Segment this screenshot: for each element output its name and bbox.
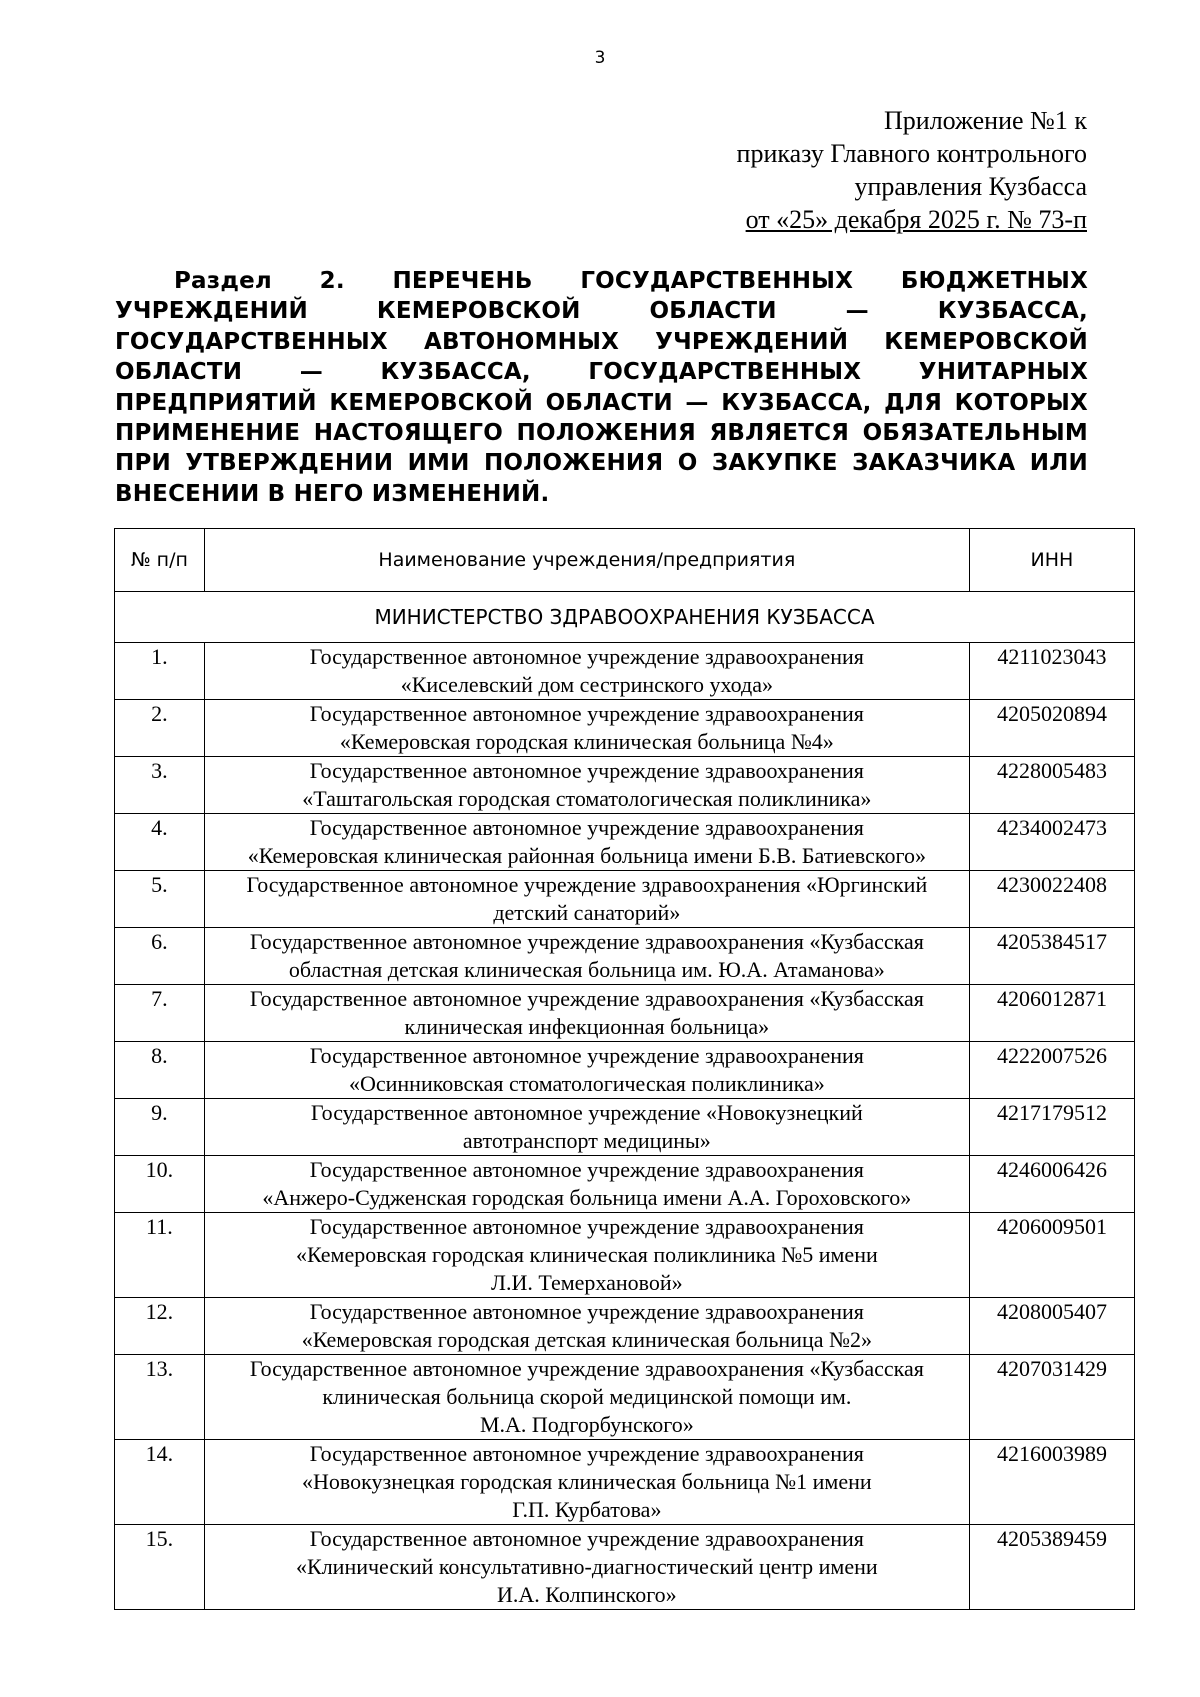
institution-name-line: клиническая инфекционная больница» bbox=[404, 1014, 770, 1039]
institution-inn: 4206012871 bbox=[969, 985, 1134, 1042]
appendix-line-1: Приложение №1 к bbox=[884, 106, 1087, 135]
table-row bbox=[115, 814, 1135, 871]
institution-name bbox=[204, 1099, 969, 1156]
institution-name bbox=[204, 1440, 969, 1525]
institution-name-line: «Кемеровская городская клиническая поликлиника №5 имени bbox=[295, 1242, 878, 1267]
institution-inn: 4205384517 bbox=[969, 928, 1134, 985]
institution-name-line: Государственное автономное учреждение здравоохранения «Кузбасская bbox=[249, 986, 924, 1011]
institution-inn: 4246006426 bbox=[969, 1156, 1134, 1213]
institution-inn: 4207031429 bbox=[969, 1355, 1134, 1440]
institution-name bbox=[204, 814, 969, 871]
institution-name-line: Государственное автономное учреждение здравоохранения bbox=[309, 1214, 864, 1239]
ministry-row bbox=[115, 592, 1135, 643]
institution-name bbox=[204, 700, 969, 757]
appendix-line-2: приказу Главного контрольного bbox=[736, 139, 1087, 168]
table-row bbox=[115, 1099, 1135, 1156]
institution-name-line: «Осинниковская стоматологическая поликлиника» bbox=[348, 1071, 825, 1096]
table-row bbox=[115, 1213, 1135, 1298]
institution-name-line: Государственное автономное учреждение здравоохранения bbox=[309, 1043, 864, 1068]
page-number: 3 bbox=[594, 48, 606, 68]
institution-inn: 4234002473 bbox=[969, 814, 1134, 871]
institution-name-line: «Кемеровская городская клиническая больница №4» bbox=[339, 729, 834, 754]
table-row bbox=[115, 1298, 1135, 1355]
institution-inn: 4216003989 bbox=[969, 1440, 1134, 1525]
institution-name-line: «Кемеровская городская детская клиническая больница №2» bbox=[301, 1327, 872, 1352]
institution-inn: 4211023043 bbox=[969, 643, 1134, 700]
header-inn: ИНН bbox=[969, 529, 1134, 592]
table-row bbox=[115, 1355, 1135, 1440]
institution-name-line: Государственное автономное учреждение здравоохранения bbox=[309, 701, 864, 726]
institution-name-line: Г.П. Курбатова» bbox=[512, 1497, 662, 1522]
institution-name-line: Л.И. Темерхановой» bbox=[491, 1270, 683, 1295]
institution-name-line: детский санаторий» bbox=[493, 900, 681, 925]
appendix-line-3: управления Кузбасса bbox=[854, 172, 1087, 201]
institution-name-line: «Клинический консультативно-диагностический центр имени bbox=[296, 1554, 878, 1579]
institution-name-line: «Киселевский дом сестринского ухода» bbox=[400, 672, 773, 697]
institution-inn: 4228005483 bbox=[969, 757, 1134, 814]
table-row bbox=[115, 985, 1135, 1042]
row-number: 4. bbox=[115, 814, 205, 871]
institution-name-line: автотранспорт медицины» bbox=[462, 1128, 711, 1153]
institution-inn: 4230022408 bbox=[969, 871, 1134, 928]
institution-name bbox=[204, 985, 969, 1042]
institution-name bbox=[204, 1042, 969, 1099]
institution-name-line: Государственное автономное учреждение здравоохранения bbox=[309, 1299, 864, 1324]
table-row bbox=[115, 643, 1135, 700]
row-number: 8. bbox=[115, 1042, 205, 1099]
institution-name-line: Государственное автономное учреждение здравоохранения bbox=[309, 758, 864, 783]
table-row bbox=[115, 757, 1135, 814]
institution-name-line: И.А. Колпинского» bbox=[497, 1582, 677, 1607]
institution-name-line: Государственное автономное учреждение здравоохранения bbox=[309, 815, 864, 840]
institution-name bbox=[204, 1355, 969, 1440]
table-row bbox=[115, 1440, 1135, 1525]
table-row bbox=[115, 1156, 1135, 1213]
row-number: 15. bbox=[115, 1525, 205, 1610]
institution-name bbox=[204, 871, 969, 928]
header-name: Наименование учреждения/предприятия bbox=[204, 529, 969, 592]
row-number: 12. bbox=[115, 1298, 205, 1355]
row-number: 2. bbox=[115, 700, 205, 757]
table-header-row bbox=[115, 529, 1135, 592]
appendix-order-date: от «25» декабря 2025 г. № 73-п bbox=[745, 205, 1087, 234]
row-number: 1. bbox=[115, 643, 205, 700]
institution-name-line: Государственное автономное учреждение здравоохранения «Кузбасская bbox=[249, 1356, 924, 1381]
institution-name bbox=[204, 757, 969, 814]
institution-inn: 4208005407 bbox=[969, 1298, 1134, 1355]
institution-inn: 4205389459 bbox=[969, 1525, 1134, 1610]
institution-name-line: Государственное автономное учреждение здравоохранения bbox=[309, 1157, 864, 1182]
row-number: 14. bbox=[115, 1440, 205, 1525]
institution-name-line: Государственное автономное учреждение здравоохранения «Кузбасская bbox=[249, 929, 924, 954]
institution-inn: 4205020894 bbox=[969, 700, 1134, 757]
table-row bbox=[115, 1042, 1135, 1099]
row-number: 13. bbox=[115, 1355, 205, 1440]
institution-name-line: Государственное автономное учреждение здравоохранения bbox=[309, 1526, 864, 1551]
row-number: 5. bbox=[115, 871, 205, 928]
institution-name bbox=[204, 1213, 969, 1298]
table-row bbox=[115, 700, 1135, 757]
table-row bbox=[115, 1525, 1135, 1610]
institution-name-line: «Кемеровская клиническая районная больница имени Б.В. Батиевского» bbox=[247, 843, 926, 868]
institution-name bbox=[204, 643, 969, 700]
institution-name-line: «Новокузнецкая городская клиническая больница №1 имени bbox=[302, 1469, 872, 1494]
row-number: 6. bbox=[115, 928, 205, 985]
row-number: 11. bbox=[115, 1213, 205, 1298]
institution-inn: 4222007526 bbox=[969, 1042, 1134, 1099]
institution-inn: 4206009501 bbox=[969, 1213, 1134, 1298]
institutions-table bbox=[114, 528, 1135, 1610]
institution-name-line: М.А. Подгорбунского» bbox=[479, 1412, 694, 1437]
row-number: 7. bbox=[115, 985, 205, 1042]
row-number: 10. bbox=[115, 1156, 205, 1213]
section-title: Раздел 2. ПЕРЕЧЕНЬ ГОСУДАРСТВЕННЫХ БЮДЖЕТНЫХ УЧРЕЖДЕНИЙ КЕМЕРОВСКОЙ ОБЛАСТИ — КУЗБАССА, ГОСУДАРСТВЕННЫХ АВТОНОМНЫХ УЧРЕЖДЕНИЙ КЕМЕРОВСКОЙ ОБЛАСТИ — КУЗБАССА, ГОСУДАРСТВЕННЫХ УНИТАРНЫХ ПРЕДПРИЯТИЙ КЕМЕРОВСКОЙ ОБЛАСТИ — КУЗБАССА, ДЛЯ КОТОРЫХ ПРИМЕНЕНИЕ НАСТОЯЩЕГО ПОЛОЖЕНИЯ ЯВЛЯЕТСЯ ОБЯЗАТЕЛЬНЫМ ПРИ УТВЕРЖДЕНИИ ИМИ ПОЛОЖЕНИЯ О ЗАКУПКЕ ЗАКАЗЧИКА ИЛИ ВНЕСЕНИИ В НЕГО ИЗМЕНЕНИЙ. bbox=[115, 268, 1088, 507]
header-num: № п/п bbox=[115, 529, 205, 592]
table-row bbox=[115, 928, 1135, 985]
institution-name-line: Государственное автономное учреждение «Новокузнецкий bbox=[310, 1100, 863, 1125]
institution-name bbox=[204, 1156, 969, 1213]
institution-name bbox=[204, 928, 969, 985]
table-row bbox=[115, 871, 1135, 928]
institution-name-line: областная детская клиническая больница им. Ю.А. Атаманова» bbox=[288, 957, 885, 982]
ministry-title: МИНИСТЕРСТВО ЗДРАВООХРАНЕНИЯ КУЗБАССА bbox=[115, 592, 1135, 643]
institution-inn: 4217179512 bbox=[969, 1099, 1134, 1156]
institution-name bbox=[204, 1525, 969, 1610]
institution-name-line: Государственное автономное учреждение здравоохранения bbox=[309, 1441, 864, 1466]
row-number: 9. bbox=[115, 1099, 205, 1156]
appendix-block bbox=[737, 104, 1087, 236]
row-number: 3. bbox=[115, 757, 205, 814]
institution-name-line: Государственное автономное учреждение здравоохранения «Юргинский bbox=[246, 872, 928, 897]
institution-name-line: «Анжеро-Судженская городская больница имени А.А. Гороховского» bbox=[262, 1185, 912, 1210]
institution-name-line: Государственное автономное учреждение здравоохранения bbox=[309, 644, 864, 669]
institution-name-line: клиническая больница скорой медицинской помощи им. bbox=[322, 1384, 852, 1409]
institution-name-line: «Таштагольская городская стоматологическая поликлиника» bbox=[302, 786, 872, 811]
institution-name bbox=[204, 1298, 969, 1355]
